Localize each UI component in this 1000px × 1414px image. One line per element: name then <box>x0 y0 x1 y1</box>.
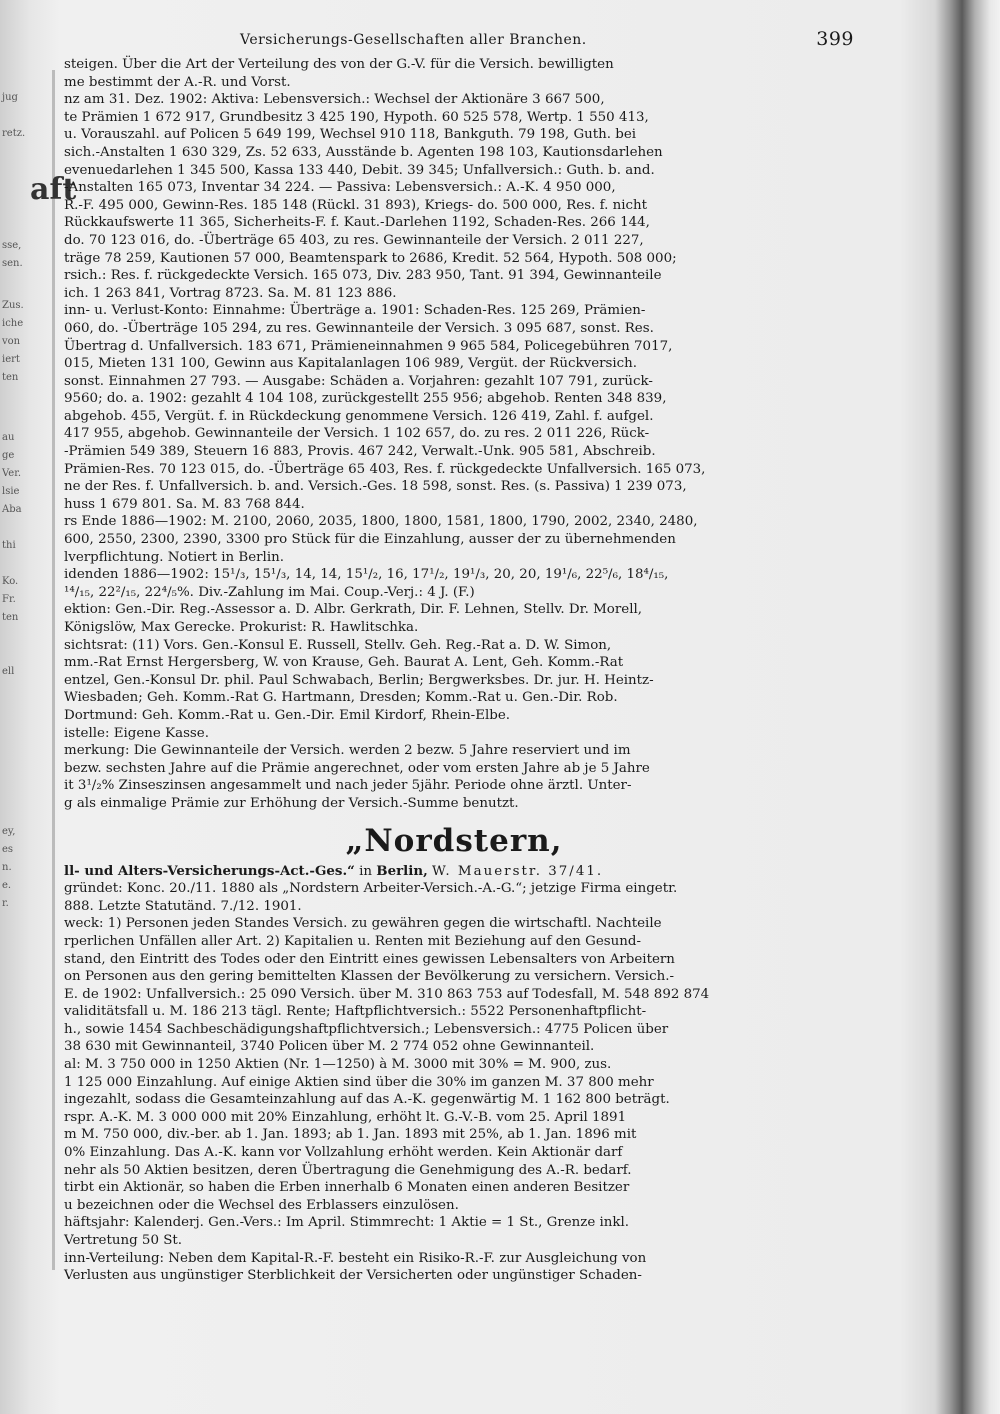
margin-fragment: iche <box>2 318 24 329</box>
text-line: g als einmalige Prämie zur Erhöhung der Versich.-Summe benutzt. <box>64 795 519 811</box>
margin-fragment: sse, <box>2 240 22 251</box>
text-line: 888. Letzte Statutänd. 7./12. 1901. <box>64 898 302 914</box>
text-line: R.-F. 495 000, Gewinn-Res. 185 148 (Rückl. 31 893), Kriegs- do. 500 000, Res. f. nicht <box>64 197 647 213</box>
text-line: 1 125 000 Einzahlung. Auf einige Aktien sind über die 30% im ganzen M. 37 800 mehr <box>64 1074 654 1090</box>
text-line: Vertretung 50 St. <box>64 1233 183 1248</box>
text-line: 9560; do. a. 1902: gezahlt 4 104 108, zurückgestellt 255 956; abgehob. Renten 348 839, <box>64 391 667 407</box>
text-line: it 3¹/₂% Zinseszinsen angesammelt und nach jeder 5jähr. Periode ohne ärztl. Unter- <box>64 778 632 794</box>
subtitle-in: in <box>359 863 372 879</box>
text-line: ingezahlt, sodass die Gesamteinzahlung auf das A.-K. gegenwärtig M. 1 162 800 beträgt. <box>64 1092 670 1108</box>
text-line: h., sowie 1454 Sachbeschädigungshaftpflichtversich.; Lebensversich.: 4775 Policen über <box>64 1021 669 1037</box>
text-line: mm.-Rat Ernst Hergersberg, W. von Krause, Geh. Baurat A. Lent, Geh. Komm.-Rat <box>64 655 624 671</box>
text-line: steigen. Über die Art der Verteilung des von der G.-V. für die Versich. bewilligten <box>64 57 614 72</box>
margin-fragment: Fr. <box>2 594 16 605</box>
page-body <box>64 28 854 1285</box>
text-line: inn- u. Verlust-Konto: Einnahme: Überträge a. 1901: Schaden-Res. 125 269, Prämien- <box>64 303 646 319</box>
margin-fragment: Ko. <box>2 576 19 587</box>
margin-fragment: e. <box>2 880 12 891</box>
text-line: evenuedarlehen 1 345 500, Kassa 133 440, Debit. 39 345; Unfallversich.: Guth. b. and. <box>64 162 655 178</box>
text-line: sich.-Anstalten 1 630 329, Zs. 52 633, Ausstände b. Agenten 198 103, Kautionsdarlehen <box>64 144 663 160</box>
margin-fragment: es <box>2 844 14 855</box>
text-line: sichtsrat: (11) Vors. Gen.-Konsul E. Russell, Stellv. Geh. Reg.-Rat a. D. W. Simon, <box>64 637 612 653</box>
company-city: Berlin, <box>376 862 428 879</box>
text-line: ¹⁴/₁₅, 22²/₁₅, 22⁴/₅%. Div.-Zahlung im Mai. Coup.-Verj.: 4 J. (F.) <box>64 584 475 600</box>
text-line: u. Vorauszahl. auf Policen 5 649 199, Wechsel 910 118, Bankguth. 79 198, Guth. bei <box>64 127 637 143</box>
text-line: do. 70 123 016, do. -Überträge 65 403, zu res. Gewinnanteile der Versich. 2 011 227, <box>64 232 644 248</box>
company-address: W. Mauerstr. 37/41. <box>432 863 604 879</box>
spine-shadow <box>52 70 55 1270</box>
text-line: 060, do. -Überträge 105 294, zu res. Gewinnanteile der Versich. 3 095 687, sonst. Res. <box>64 320 654 336</box>
company-type: ll- und Alters-Versicherungs-Act.-Ges.“ <box>64 862 355 879</box>
margin-fragment: jug <box>2 92 18 103</box>
text-line: tirbt ein Aktionär, so haben die Erben innerhalb 6 Monaten einen anderen Besitzer <box>64 1180 630 1196</box>
text-line: me bestimmt der A.-R. und Vorst. <box>64 74 291 90</box>
text-line: u bezeichnen oder die Wechsel des Erblassers einzulösen. <box>64 1197 459 1213</box>
text-line: rperlichen Unfällen aller Art. 2) Kapitalien u. Renten mit Beziehung auf den Gesund- <box>64 933 642 949</box>
text-line: merkung: Die Gewinnanteile der Versich. werden 2 bezw. 5 Jahre reserviert und im <box>64 743 631 759</box>
text-line: nz am 31. Dez. 1902: Aktiva: Lebensversich.: Wechsel der Aktionäre 3 667 500, <box>64 92 605 108</box>
text-line: validitätsfall u. M. 186 213 tägl. Rente; Haftpflichtversich.: 5522 Personenhaftpflicht- <box>64 1004 647 1020</box>
text-line: Dortmund: Geh. Komm.-Rat u. Gen.-Dir. Emil Kirdorf, Rhein-Elbe. <box>64 707 511 723</box>
margin-fragment: Aba <box>2 504 22 515</box>
text-line: weck: 1) Personen jeden Standes Versich. zu gewähren gegen die wirtschaftl. Nachteile <box>64 916 662 932</box>
text-line: Wiesbaden; Geh. Komm.-Rat G. Hartmann, Dresden; Komm.-Rat u. Gen.-Dir. Rob. <box>64 690 618 706</box>
text-line: Königslöw, Max Gerecke. Prokurist: R. Hawlitschka. <box>64 620 419 635</box>
left-margin-bleed <box>0 0 77 1414</box>
text-line: abgehob. 455, Vergüt. f. in Rückdeckung genommene Versich. 126 419, Zahl. f. aufgel. <box>64 408 654 424</box>
margin-fragment: retz. <box>2 128 26 139</box>
text-line: häftsjahr: Kalenderj. Gen.-Vers.: Im April. Stimmrecht: 1 Aktie = 1 St., Grenze inkl. <box>64 1215 630 1231</box>
margin-fragment: ten <box>2 612 19 623</box>
text-line: 38 630 mit Gewinnanteil, 3740 Policen über M. 2 774 052 ohne Gewinnanteil. <box>64 1039 595 1055</box>
text-line: träge 78 259, Kautionen 57 000, Beamtenspark to 2686, Kredit. 52 564, Hypoth. 508 000; <box>64 250 677 266</box>
text-line: rspr. A.-K. M. 3 000 000 mit 20% Einzahlung, erhöht lt. G.-V.-B. vom 25. April 1891 <box>64 1109 627 1125</box>
text-line: 600, 2550, 2300, 2390, 3300 pro Stück für die Einzahlung, ausser der zu übernehmenden <box>64 532 676 548</box>
text-line: entzel, Gen.-Konsul Dr. phil. Paul Schwabach, Berlin; Bergwerksbes. Dr. jur. H. Heintz- <box>64 672 654 688</box>
margin-fragment: sen. <box>2 258 23 269</box>
text-line: stand, den Eintritt des Todes oder den Eintritt eines gewissen Lebensalters von Arbeitern <box>64 951 675 967</box>
text-line: te Prämien 1 672 917, Grundbesitz 3 425 190, Hypoth. 60 525 578, Wertp. 1 550 413, <box>64 109 649 125</box>
margin-fragment: iert <box>2 354 20 365</box>
text-line: ich. 1 263 841, Vortrag 8723. Sa. M. 81 123 886. <box>64 285 397 301</box>
margin-fragment: ge <box>2 450 15 461</box>
text-line: 417 955, abgehob. Gewinnanteile der Versich. 1 102 657, do. zu res. 2 011 226, Rück- <box>64 426 650 442</box>
text-line: -Prämien 549 389, Steuern 16 883, Provis. 467 242, Verwalt.-Unk. 905 581, Abschreib. <box>64 444 656 460</box>
text-line: m M. 750 000, div.-ber. ab 1. Jan. 1893; ab 1. Jan. 1893 mit 25%, ab 1. Jan. 1896 mit <box>64 1127 637 1143</box>
company-subtitle <box>64 863 844 881</box>
margin-fragment: thi <box>2 540 16 551</box>
margin-fragment: ell <box>2 666 15 677</box>
margin-fragment: r. <box>2 898 9 909</box>
text-line: 015, Mieten 131 100, Gewinn aus Kapitalanlagen 106 989, Vergüt. der Rückversich. <box>64 356 638 372</box>
text-line: -Anstalten 165 073, Inventar 34 224. — Passiva: Lebensversich.: A.-K. 4 950 000, <box>64 180 616 196</box>
text-line: huss 1 679 801. Sa. M. 83 768 844. <box>64 496 305 512</box>
company-title: „Nordstern, <box>345 822 563 859</box>
margin-fragment: von <box>2 336 21 347</box>
text-line: inn-Verteilung: Neben dem Kapital-R.-F. besteht ein Risiko-R.-F. zur Ausgleichung von <box>64 1250 647 1266</box>
margin-fragment-large: aft <box>30 172 77 207</box>
text-line: E. de 1902: Unfallversich.: 25 090 Versich. über M. 310 863 753 auf Todesfall, M. 548 892 874 <box>64 986 710 1002</box>
section-nordstern <box>64 880 844 1285</box>
text-line: gründet: Konc. 20./11. 1880 als „Nordstern Arbeiter-Versich.-A.-G.“; jetzige Firma eingetr. <box>64 881 678 897</box>
text-line: idenden 1886—1902: 15¹/₃, 15¹/₃, 14, 14, 15¹/₂, 16, 17¹/₂, 19¹/₃, 20, 20, 19¹/₆, 22⁵/₆, 18⁴/₁₅, <box>64 567 669 583</box>
page-number: 399 <box>816 28 854 50</box>
text-line: rsich.: Res. f. rückgedeckte Versich. 165 073, Div. 283 950, Tant. 91 394, Gewinnanteile <box>64 268 662 284</box>
text-line: istelle: Eigene Kasse. <box>64 725 209 741</box>
text-line: Rückkaufswerte 11 365, Sicherheits-F. f. Kaut.-Darlehen 1192, Schaden-Res. 266 144, <box>64 215 650 231</box>
margin-fragment: ey, <box>2 826 16 837</box>
text-line: ne der Res. f. Unfallversich. b. and. Versich.-Ges. 18 598, sonst. Res. (s. Passiva) 1 239 073, <box>64 479 687 495</box>
text-line: Verlusten aus ungünstiger Sterblichkeit der Versicherten oder ungünstiger Schaden- <box>64 1268 642 1284</box>
text-line: rs Ende 1886—1902: M. 2100, 2060, 2035, 1800, 1800, 1581, 1800, 1790, 2002, 2340, 2480, <box>64 514 698 530</box>
text-line: sonst. Einnahmen 27 793. — Ausgabe: Schäden a. Vorjahren: gezahlt 107 791, zurück- <box>64 373 653 389</box>
text-line: Übertrag d. Unfallversich. 183 671, Prämieneinnahmen 9 965 584, Policegebühren 7017, <box>64 338 673 354</box>
text-line: Prämien-Res. 70 123 015, do. -Überträge 65 403, Res. f. rückgedeckte Unfallversich. 165 073, <box>64 461 706 477</box>
text-line: lverpflichtung. Notiert in Berlin. <box>64 549 284 565</box>
margin-fragment: lsie <box>2 486 20 497</box>
running-title: Versicherungs-Gesellschaften aller Branchen. <box>240 32 587 48</box>
text-line: bezw. sechsten Jahre auf die Prämie angerechnet, oder vom ersten Jahre ab je 5 Jahre <box>64 760 650 776</box>
margin-fragment: Ver. <box>2 468 22 479</box>
text-line: ektion: Gen.-Dir. Reg.-Assessor a. D. Albr. Gerkrath, Dir. F. Lehnen, Stellv. Dr. Morell, <box>64 602 643 618</box>
margin-fragment: ten <box>2 372 19 383</box>
margin-fragment: n. <box>2 862 12 873</box>
text-line: on Personen aus den gering bemittelten Klassen der Bevölkerung zu versichern. Versich.- <box>64 969 674 985</box>
text-line: al: M. 3 750 000 in 1250 Aktien (Nr. 1—1250) à M. 3000 mit 30% = M. 900, zus. <box>64 1057 612 1073</box>
text-line: 0% Einzahlung. Das A.-K. kann vor Vollzahlung erhöht werden. Kein Aktionär darf <box>64 1145 623 1161</box>
text-line: nehr als 50 Aktien besitzen, deren Übertragung die Genehmigung des A.-R. bedarf. <box>64 1162 632 1178</box>
margin-fragment: Zus. <box>2 300 24 311</box>
margin-fragment: au <box>2 432 15 443</box>
running-header <box>64 28 854 56</box>
section-previous-company <box>64 56 844 813</box>
